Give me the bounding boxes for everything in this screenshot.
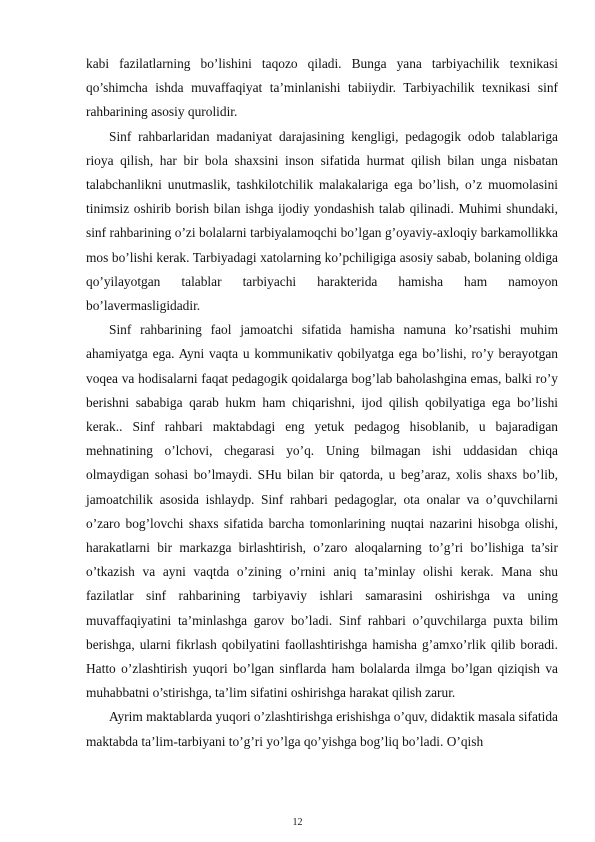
- page-number: 12: [292, 817, 303, 828]
- paragraph-3: Sinf rahbarining faol jamoatchi sifatida hamisha namuna ko’rsatishi muhim ahamiyatga ega. Ayni vaqta u kommunikativ qobilyatga ega bo’lishi, ro’y berayotgan voqea va hodisalarni faqat pedagogik qoidalarga bog’lab baholashgina emas, balki ro’y berishni sababiga qarab hukm ham chiqarishni, ijod qilish qobilyatiga ega bo’lishi kerak.. Sinf rahbari maktabdagi eng yetuk pedagog hisoblanib, u bajaradigan mehnatining o’lchovi, chegarasi yo’q. Uning bilmagan ishi uddasidan chiqa olmaydigan sohasi bo’lmaydi. SHu bilan bir qatorda, u beg’araz, xolis shaxs bo’lib, jamoatchilik asosida ishlaydp. Sinf rahbari pedagoglar, ota onalar va o’quvchilarni o’zaro bog’lovchi shaxs sifatida barcha tomonlarining nuqtai nazarini hisobga olishi, harakatlarni bir markazga birlashtirish, o’zaro aloqalarning to’g’ri bo’lishiga ta’sir o’tkazish va ayni vaqtda o’zining o’rnini aniq ta’minlay olishi kerak. Mana shu fazilatlar sinf rahbarining tarbiyaviy ishlari samarasini oshirishga va uning muvaffaqiyatini ta’minlashga garov bo’ladi. Sinf rahbari o’quvchilarga puxta bilim berishga, ularni fikrlash qobilyatini faollashtirishga hamisha g’amxo’rlik qilib boradi. Hatto o’zlashtirish yuqori bo’lgan sinflarda ham bolalarda ilmga bo’lgan qiziqish va muhabbatni o’stirishga, ta’lim sifatini oshirishga harakat qilish zarur.: [86, 322, 558, 701]
- paragraph-2: Sinf rahbarlaridan madaniyat darajasining kengligi, pedagogik odob talablariga rioya qilish, har bir bola shaxsini inson sifatida hurmat qilish bilan unga nisbatan talabchanlikni unutmaslik, tashkilotchilik malakalariga ega bo’lish, o’z muomolasini tinimsiz oshirib borish bilan ishga ijodiy yondashish talab qilinadi. Muhimi shundaki, sinf rahbarining o’zi bolalarni tarbiyalamoqchi bo’lgan g’oyaviy-axloqiy barkamollikka mos bo’lishi kerak. Tarbiyadagi xatolarning ko’pchiligiga asosiy sabab, bolaning oldiga qo’yilayotgan talablar tarbiyachi harakterida hamisha ham namoyon bo’lavermasligidadir.: [86, 128, 558, 314]
- paragraph-4: Ayrim maktablarda yuqori o’zlashtirishga erishishga o’quv, didaktik masala sifatida maktabda ta’lim-tarbiyani to’g’ri yo’lga qo’yishga bog’liq bo’ladi. O’qish: [86, 709, 558, 749]
- document-body: [86, 52, 558, 754]
- paragraph-1: kabi fazilatlarning bo’lishini taqozo qiladi. Bunga yana tarbiyachilik texnikasi qo’shimcha ishda muvaffaqiyat ta’minlanishi tabiiydir. Tarbiyachilik texnikasi sinf rahbarining asosiy qurolidir.: [86, 56, 558, 120]
